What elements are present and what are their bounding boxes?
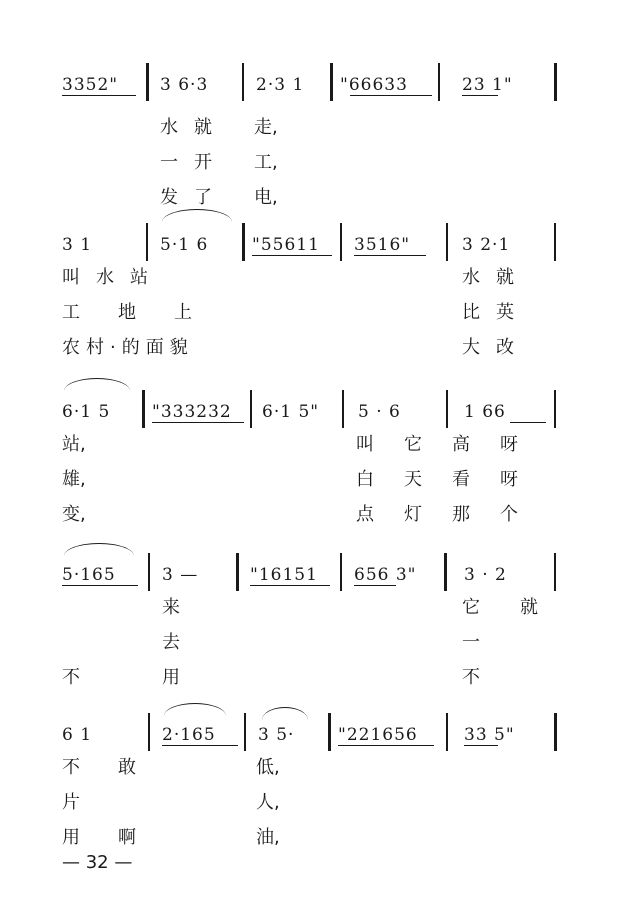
barline (148, 553, 150, 591)
notation-row (0, 535, 640, 595)
barline (554, 390, 556, 428)
measure-2: 5·1 6 (160, 235, 209, 255)
measure-3: 3 5· (258, 725, 295, 745)
lyric-line-1 (0, 267, 640, 303)
lyric-text: 站, (62, 434, 86, 455)
lyric-text: 叫水站 (62, 267, 164, 288)
lyric-text: 去 (162, 632, 180, 653)
lyric-text: 水就 (160, 117, 228, 138)
lyric-line-1 (0, 434, 640, 470)
barline (340, 223, 342, 261)
lyric-text: 水就 (462, 267, 530, 288)
beam-underline (338, 745, 434, 746)
measure-3: "55611 (252, 235, 320, 255)
measure-2: 3 6·3 (160, 75, 209, 95)
measure-3: 2·3 1 (256, 75, 305, 95)
beam-underline (350, 95, 432, 96)
measure-4: 3516" (354, 235, 411, 255)
measure-5: 1 66 (464, 402, 506, 422)
lyric-line-2 (0, 302, 640, 338)
barline (340, 553, 342, 591)
lyric-line-1 (0, 597, 640, 633)
barline (444, 553, 447, 591)
lyric-line-2 (0, 632, 640, 668)
barline (146, 63, 149, 101)
measure-2: 3 — (162, 565, 199, 585)
lyric-text: 雄, (62, 469, 86, 490)
measure-1: 3 1 (62, 235, 93, 255)
lyric-text: 点灯那个 (356, 504, 548, 525)
barline (242, 63, 244, 101)
lyric-text: 人, (256, 792, 280, 813)
barline (446, 713, 448, 751)
notation-row (0, 205, 640, 265)
lyric-text: 走, (254, 117, 278, 138)
barline (244, 713, 246, 751)
notation-row (0, 45, 640, 105)
measure-1: 3352" (62, 75, 119, 95)
beam-underline (152, 422, 244, 423)
beam-underline (252, 255, 332, 256)
measure-4: 656 3" (354, 565, 417, 585)
lyric-text: 低, (256, 757, 280, 778)
lyric-line-2 (0, 469, 640, 505)
beam-underline (250, 585, 330, 586)
barline (554, 553, 556, 591)
lyric-text: 它就 (462, 597, 578, 618)
measure-4: 5 · 6 (358, 402, 401, 422)
slur-mark (162, 209, 232, 222)
lyric-line-3 (0, 337, 640, 373)
barline (146, 223, 148, 261)
lyric-text: 大改 (462, 337, 530, 358)
barline (554, 713, 557, 751)
lyric-text: 油, (256, 827, 280, 848)
beam-underline (162, 745, 238, 746)
lyric-text: 叫它高呀 (356, 434, 548, 455)
barline (446, 390, 448, 428)
lyric-text: 工地上 (62, 302, 230, 323)
lyric-text: 比英 (462, 302, 530, 323)
lyric-line-1 (0, 117, 640, 153)
page-number: — 32 — (62, 852, 133, 873)
barline (142, 390, 145, 428)
notation-row (0, 695, 640, 755)
slur-mark (262, 707, 308, 720)
lyric-text: 变, (62, 504, 86, 525)
measure-1: 6·1 5 (62, 402, 111, 422)
measure-5: 3 2·1 (462, 235, 511, 255)
measure-3: "16151 (250, 565, 318, 585)
slur-mark (64, 543, 134, 556)
lyric-text: 电, (254, 187, 278, 208)
beam-underline (62, 95, 136, 96)
measure-2: 2·165 (162, 725, 216, 745)
lyric-text: 一开 (160, 152, 228, 173)
lyric-text: 不敢 (62, 757, 174, 778)
lyric-line-1 (0, 757, 640, 793)
barline (554, 223, 556, 261)
measure-1: 6 1 (62, 725, 93, 745)
beam-underline (354, 255, 426, 256)
lyric-text: 不用 (62, 667, 262, 688)
lyric-text: 来 (162, 597, 180, 618)
barline (554, 63, 557, 101)
lyric-line-2 (0, 152, 640, 188)
slur-mark (64, 378, 130, 391)
beam-underline (462, 95, 498, 96)
barline (236, 553, 239, 591)
beam-underline (62, 585, 138, 586)
barline (250, 390, 252, 428)
measure-3: 6·1 5" (262, 402, 320, 422)
barline (330, 63, 333, 101)
lyric-text: 白天看呀 (356, 469, 548, 490)
measure-5: 3 · 2 (464, 565, 507, 585)
barline (148, 713, 150, 751)
lyric-text: 片 (62, 792, 80, 813)
measure-4: "66633 (340, 75, 408, 95)
barline (328, 713, 331, 751)
measure-5: 23 1" (462, 75, 513, 95)
lyric-text: 用啊 (62, 827, 174, 848)
notation-row (0, 372, 640, 432)
slur-mark (164, 703, 226, 716)
lyric-text: 工, (254, 152, 278, 173)
beam-underline (354, 585, 396, 586)
lyric-text: 发了 (160, 187, 228, 208)
lyric-text: 不 (462, 667, 480, 688)
measure-5: 33 5" (464, 725, 515, 745)
measure-1: 5·165 (62, 565, 116, 585)
measure-4: "221656 (338, 725, 418, 745)
beam-underline (510, 422, 546, 423)
barline (342, 390, 344, 428)
barline (446, 223, 448, 261)
beam-underline (464, 745, 498, 746)
lyric-line-2 (0, 792, 640, 828)
measure-2: "333232 (152, 402, 232, 422)
lyric-text: 一 (462, 632, 480, 653)
barline (438, 63, 440, 101)
lyric-text: 农村·的面貌 (62, 337, 194, 358)
barline (242, 223, 245, 261)
